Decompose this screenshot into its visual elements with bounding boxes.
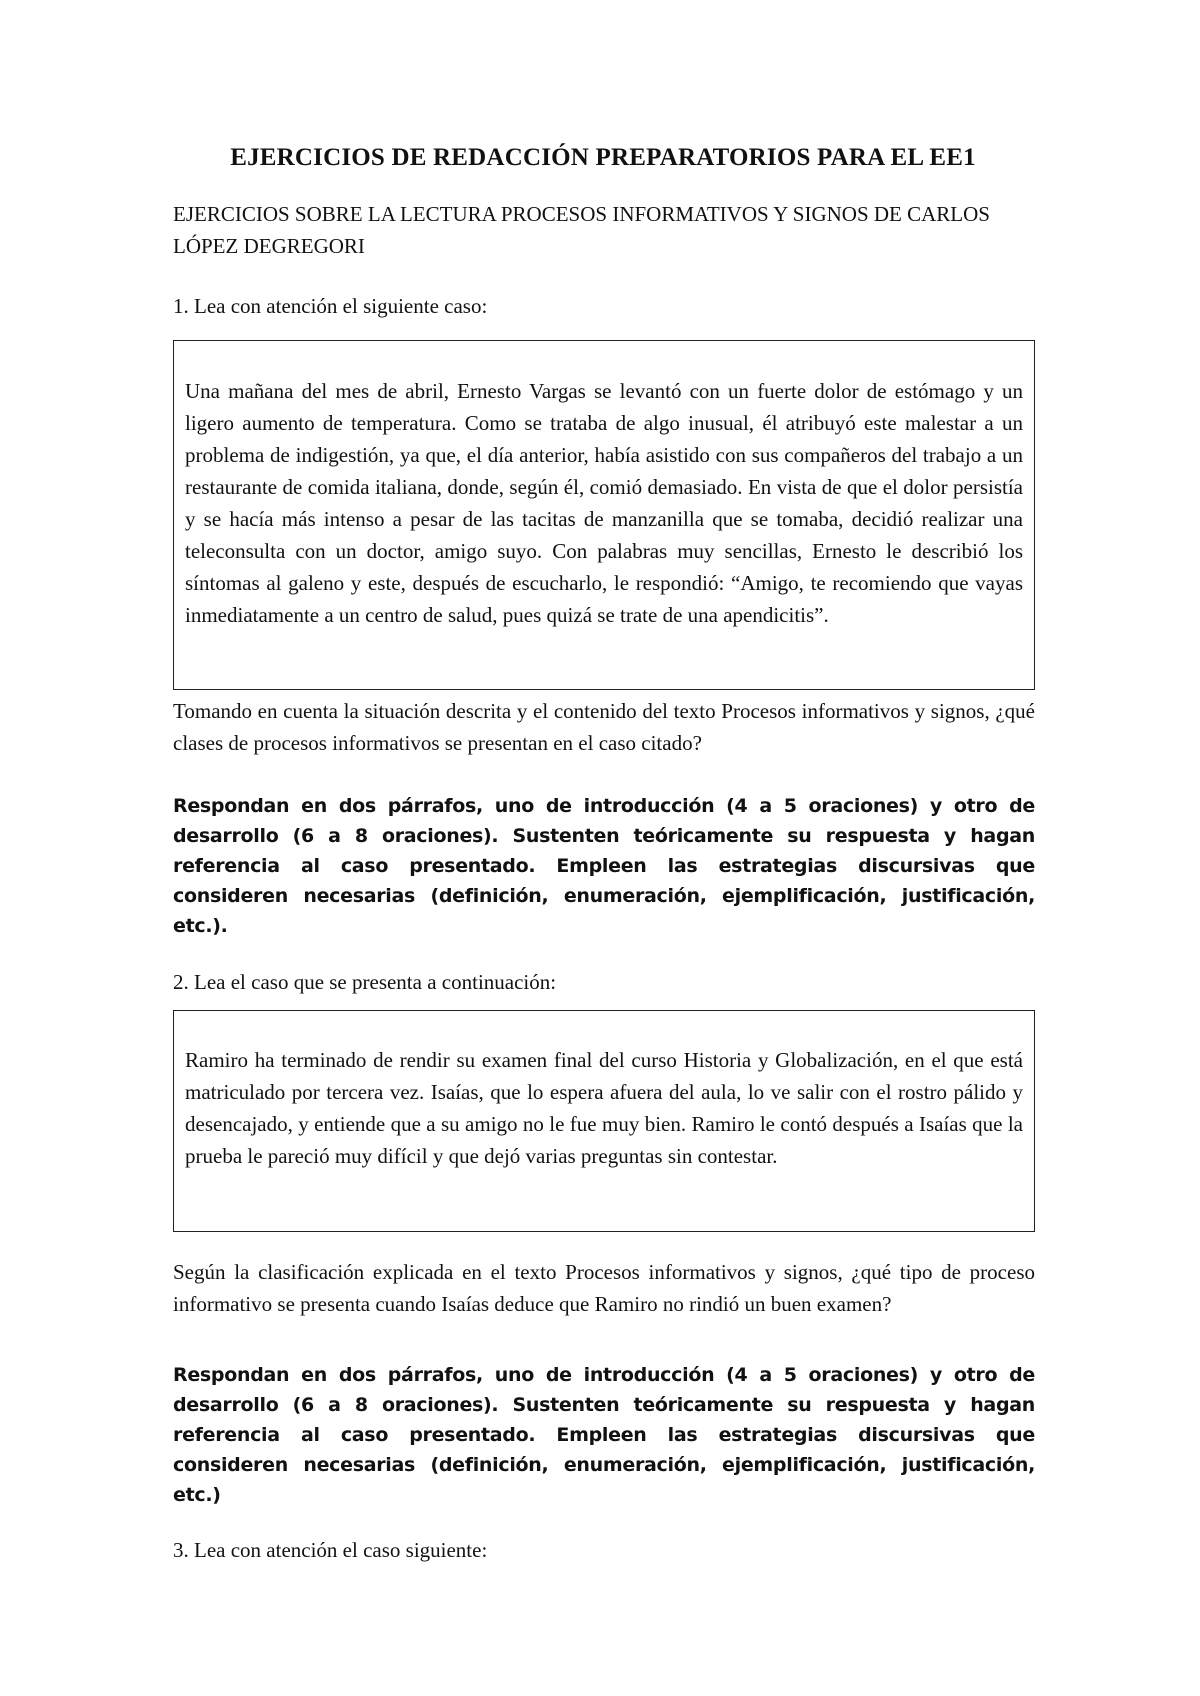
exercise-1-case-box (173, 340, 1035, 690)
exercise-2-prompt: 2. Lea el caso que se presenta a continuación: (173, 970, 557, 994)
exercise-1-prompt: 1. Lea con atención el siguiente caso: (173, 294, 488, 318)
exercise-2-case-text: Ramiro ha terminado de rendir su examen final del curso Historia y Globalización, en el que está matriculado por tercera vez. Isaías, que lo espera afuera del aula, lo ve salir con el rostro pálido y desencajado, y entiende que a su amigo no le fue muy bien. Ramiro le contó después a Isaías que la prueba le pareció muy difícil y que dejó varias preguntas sin contestar. (185, 1048, 1023, 1168)
exercise-2-case-box (173, 1010, 1035, 1232)
exercise-1-question: Tomando en cuenta la situación descrita y el contenido del texto Procesos informativos y signos, ¿qué clases de procesos informativos se presentan en el caso citado? (173, 699, 1035, 755)
document-subtitle: EJERCICIOS SOBRE LA LECTURA PROCESOS INFORMATIVOS Y SIGNOS DE CARLOS LÓPEZ DEGREGORI (173, 202, 990, 258)
exercise-1-instruction: Respondan en dos párrafos, uno de introducción (4 a 5 oraciones) y otro de desarrollo (6 a 8 oraciones). Sustenten teóricamente su respuesta y hagan referencia al caso presentado. Empleen las estrategias discursivas que consideren necesarias (definición, enumeración, ejemplificación, justificación, etc.). (173, 795, 1035, 937)
exercise-1-case-text: Una mañana del mes de abril, Ernesto Vargas se levantó con un fuerte dolor de estómago y un ligero aumento de temperatura. Como se trataba de algo inusual, él atribuyó este malestar a un problema de indigestión, ya que, el día anterior, había asistido con sus compañeros del trabajo a un restaurante de comida italiana, donde, según él, comió demasiado. En vista de que el dolor persistía y se hacía más intenso a pesar de las tacitas de manzanilla que se tomaba, decidió realizar una teleconsulta con un doctor, amigo suyo. Con palabras muy sencillas, Ernesto le describió los síntomas al galeno y este, después de escucharlo, le respondió: “Amigo, te recomiendo que vayas inmediatamente a un centro de salud, pues quizá se trate de una apendicitis”. (185, 379, 1023, 627)
exercise-2-instruction: Respondan en dos párrafos, uno de introducción (4 a 5 oraciones) y otro de desarrollo (6 a 8 oraciones). Sustenten teóricamente su respuesta y hagan referencia al caso presentado. Empleen las estrategias discursivas que consideren necesarias (definición, enumeración, ejemplificación, justificación, etc.) (173, 1364, 1035, 1506)
document-title: EJERCICIOS DE REDACCIÓN PREPARATORIOS PARA EL EE1 (230, 144, 976, 171)
exercise-3-prompt: 3. Lea con atención el caso siguiente: (173, 1538, 488, 1562)
exercise-2-question: Según la clasificación explicada en el texto Procesos informativos y signos, ¿qué tipo de proceso informativo se presenta cuando Isaías deduce que Ramiro no rindió un buen examen? (173, 1260, 1035, 1316)
